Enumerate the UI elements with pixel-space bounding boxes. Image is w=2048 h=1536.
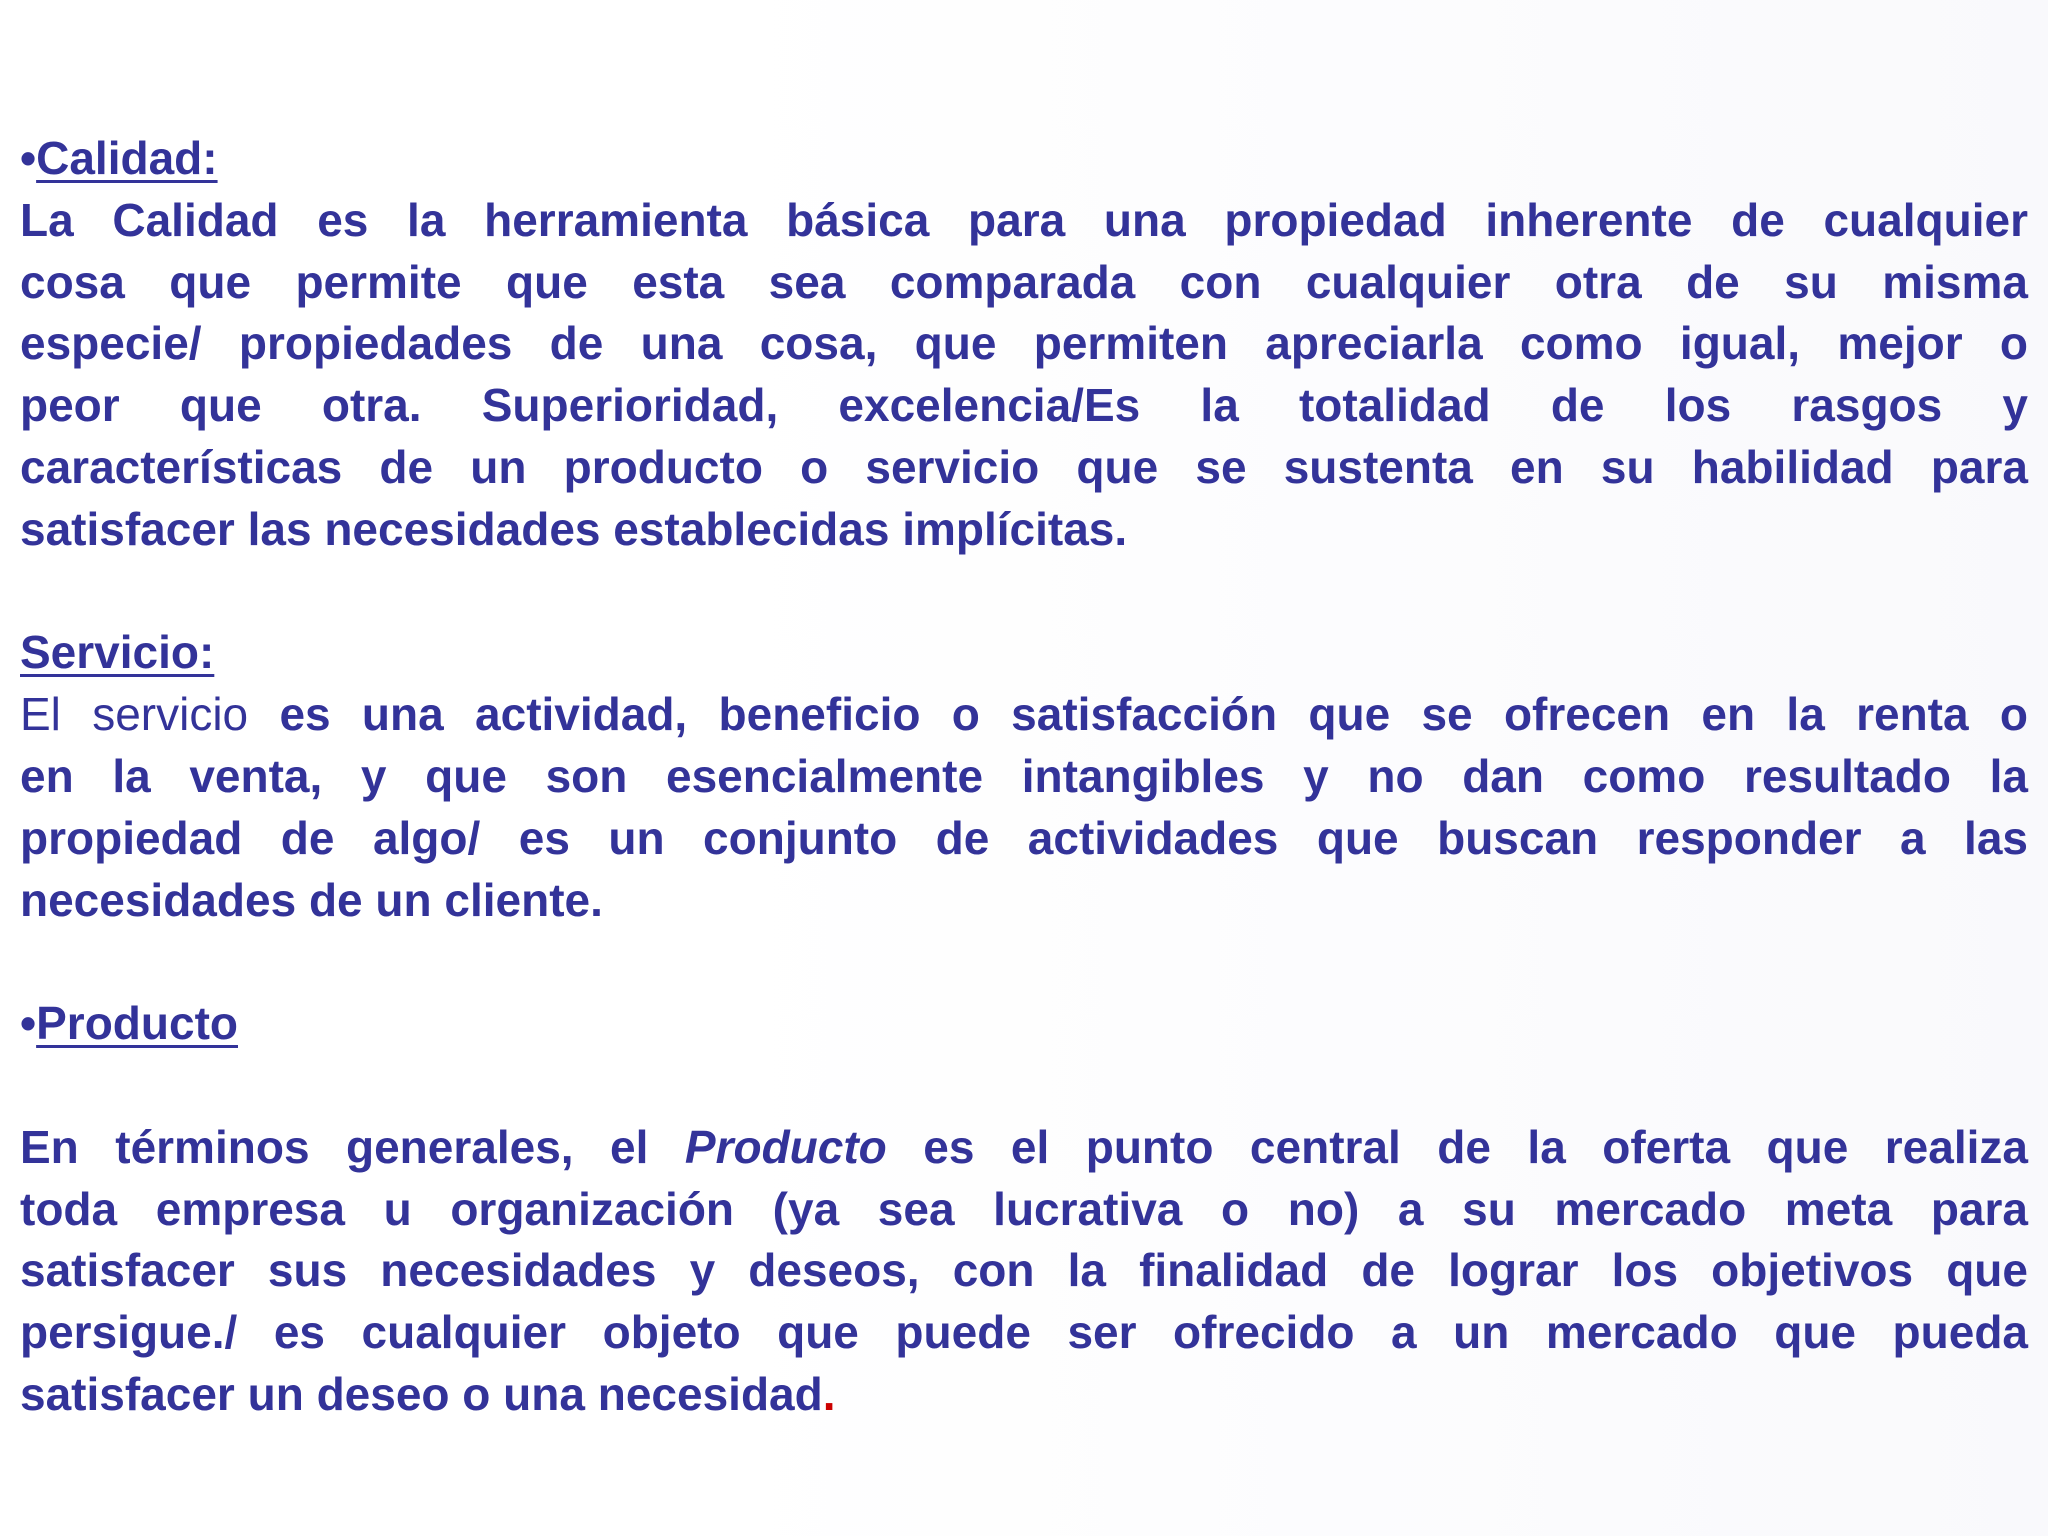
producto-line-3: satisfacer sus necesidades y deseos, con la finalidad de lograr los objetivos que bbox=[20, 1244, 2028, 1297]
servicio-line-4: necesidades de un cliente. bbox=[20, 873, 603, 926]
calidad-line-2: cosa que permite que esta sea comparada con cualquier otra de su misma bbox=[20, 255, 2028, 308]
final-period: . bbox=[822, 1367, 836, 1420]
producto-line-5 bbox=[20, 1364, 2028, 1426]
servicio-heading: Servicio: bbox=[20, 626, 215, 679]
slide-content bbox=[20, 128, 2028, 1426]
producto-line-1-after: es el punto central de la oferta que realiza bbox=[886, 1120, 2028, 1173]
calidad-line-1: La Calidad es la herramienta básica para una propiedad inherente de cualquier bbox=[20, 193, 2028, 246]
calidad-heading-line bbox=[20, 128, 2028, 190]
calidad-heading: Calidad: bbox=[36, 132, 218, 184]
servicio-heading-line bbox=[20, 622, 2028, 684]
calidad-line-6: satisfacer las necesidades establecidas implícitas. bbox=[20, 502, 1128, 555]
producto-line-1-before: En términos generales, el bbox=[20, 1120, 685, 1173]
producto-line-4: persigue./ es cualquier objeto que puede ser ofrecido a un mercado que pueda bbox=[20, 1306, 2028, 1359]
calidad-line-3: especie/ propiedades de una cosa, que permiten apreciarla como igual, mejor o bbox=[20, 317, 2028, 370]
bullet: • bbox=[20, 132, 37, 184]
calidad-line-5: características de un producto o servicio que se sustenta en su habilidad para bbox=[20, 440, 2028, 493]
producto-last-line: satisfacer un deseo o una necesidad bbox=[20, 1367, 823, 1420]
spacer bbox=[20, 931, 2028, 993]
servicio-line-1-rest: es una actividad, beneficio o satisfacción que se ofrecen en la renta o bbox=[248, 688, 2028, 741]
spacer bbox=[20, 561, 2028, 623]
servicio-intro: El servicio bbox=[20, 688, 249, 741]
servicio-line-2: en la venta, y que son esencialmente intangibles y no dan como resultado la bbox=[20, 749, 2028, 802]
servicio-line-3: propiedad de algo/ es un conjunto de actividades que buscan responder a las bbox=[20, 811, 2028, 864]
bullet: • bbox=[20, 997, 37, 1050]
servicio-line-1 bbox=[20, 684, 2028, 746]
producto-heading: Producto bbox=[36, 997, 238, 1050]
producto-heading-line bbox=[20, 993, 2028, 1055]
producto-line-1 bbox=[20, 1117, 2028, 1179]
calidad-line-4: peor que otra. Superioridad, excelencia/Es la totalidad de los rasgos y bbox=[20, 379, 2028, 432]
producto-line-2: toda empresa u organización (ya sea lucrativa o no) a su mercado meta para bbox=[20, 1182, 2028, 1235]
spacer bbox=[20, 1055, 2028, 1117]
producto-italic-term: Producto bbox=[684, 1120, 887, 1173]
